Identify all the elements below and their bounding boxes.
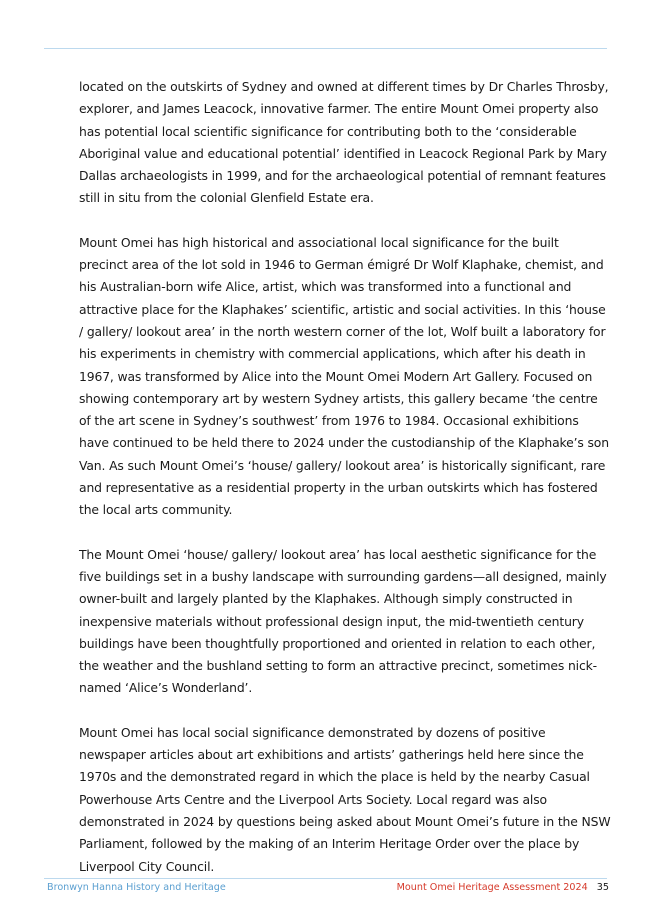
paragraph-scientific-significance: located on the outskirts of Sydney and owned at different times by Dr Charles Throsby, explorer, and James Leacock, innovative farmer. The entire Mount Omei property also has potential local scientific significance for contributing both to the ‘considerable Aboriginal value and educational potential’ identified in Leacock Regional Park by Mary Dallas archaeologists in 1999, and for the archaeological potential of remnant features still in situ from the colonial Glenfield Estate era. — [79, 79, 609, 206]
page-number: 35 — [596, 882, 609, 893]
footer-rule — [44, 878, 607, 879]
footer-right — [397, 882, 609, 893]
footer-document-title: Mount Omei Heritage Assessment 2024 — [396, 882, 588, 893]
paragraph-aesthetic-significance: The Mount Omei ‘house/ gallery/ lookout area’ has local aesthetic significance for the five buildings set in a bushy landscape with surrounding gardens—all designed, mainly owner-built and largely planted by the Klaphakes. Although simply constructed in inexpensive materials without professional design input, the mid-twentieth century buildings have been thoughtfully proportioned and oriented in relation to each other, the weather and the bushland setting to form an attractive precinct, sometimes nick-named ‘Alice’s Wonderland’. — [79, 546, 607, 696]
footer-author: Bronwyn Hanna History and Heritage — [47, 882, 226, 893]
paragraph-social-significance: Mount Omei has local social significance demonstrated by dozens of positive newspaper articles about art exhibitions and artists’ gatherings held here since the 1970s and the demonstrated regard in which the place is held by the nearby Casual Powerhouse Arts Centre and the Liverpool Arts Society. Local regard was also demonstrated in 2024 by questions being asked about Mount Omei’s future in the NSW Parliament, followed by the making of an Interim Heritage Order over the place by Liverpool City Council. — [79, 724, 611, 874]
header-rule — [44, 48, 607, 49]
document-body — [79, 76, 611, 900]
paragraph-historical-significance: Mount Omei has high historical and associational local significance for the built precinct area of the lot sold in 1946 to German émigré Dr Wolf Klaphake, chemist, and his Australian-born wife Alice, artist, which was transformed into a functional and attractive place for the Klaphakes’ scientific, artistic and social activities. In this ‘house / gallery/ lookout area’ in the north western corner of the lot, Wolf built a laboratory for his experiments in chemistry with commercial applications, which after his death in 1967, was transformed by Alice into the Mount Omei Modern Art Gallery. Focused on showing contemporary art by western Sydney artists, this gallery became ‘the centre of the art scene in Sydney’s southwest’ from 1976 to 1984. Occasional exhibitions have continued to be held there to 2024 under the custodianship of the Klaphake’s son Van. As such Mount Omei’s ‘house/ gallery/ lookout area’ is historically significant, rare and representative as a residential property in the urban outskirts which has fostered the local arts community. — [79, 234, 609, 518]
